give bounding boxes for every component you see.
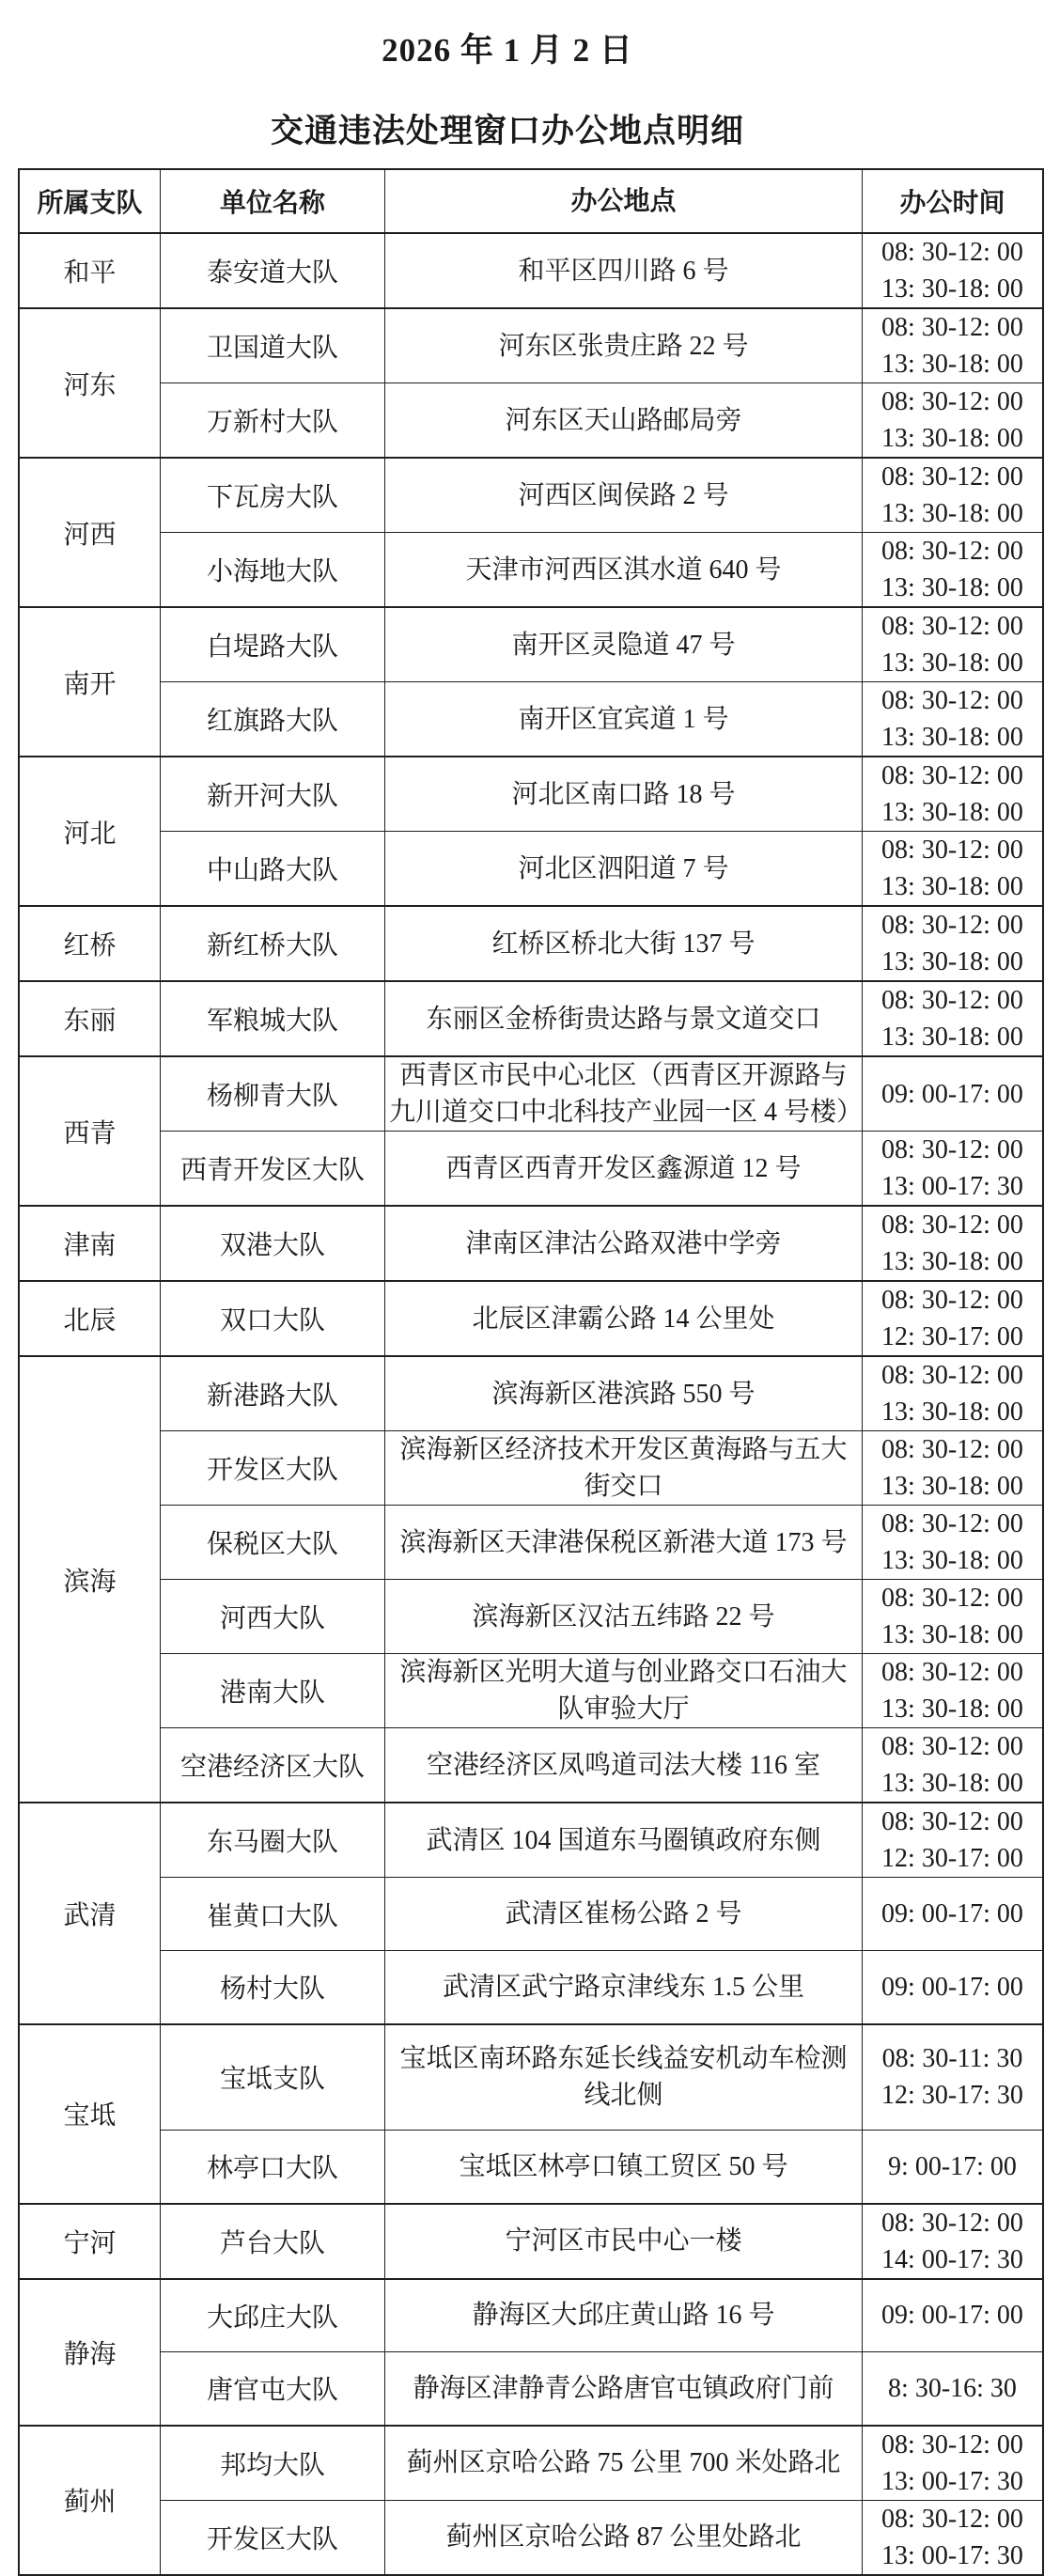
column-header-office-address: 办公地点: [385, 169, 863, 233]
table-row: [19, 2131, 1043, 2204]
table-row: [19, 458, 1043, 533]
table-row: [19, 981, 1043, 1056]
detachment-cell: 西青: [19, 1056, 161, 1206]
table-row: [19, 1206, 1043, 1281]
office-hours-cell: [863, 383, 1044, 459]
unit-name-cell: 西青开发区大队: [161, 1132, 385, 1207]
office-hours-cell: [863, 1356, 1044, 1431]
table-row: [19, 1580, 1043, 1654]
office-hours-cell: [863, 1654, 1044, 1728]
office-hours-line: 13: 30-18: 00: [881, 573, 1023, 602]
office-hours-line: 08: 30-12: 00: [881, 1286, 1023, 1315]
table-row: [19, 308, 1043, 383]
office-address-cell: 宝坻区林亭口镇工贸区 50 号: [385, 2131, 863, 2204]
unit-name-cell: 双港大队: [161, 1206, 385, 1281]
table-row: [19, 2279, 1043, 2352]
unit-name-cell: 开发区大队: [161, 2500, 385, 2575]
office-hours-line: 08: 30-12: 00: [881, 911, 1023, 940]
office-hours-line: 08: 30-12: 00: [881, 2504, 1023, 2534]
table-row: [19, 1728, 1043, 1803]
unit-name-cell: 大邱庄大队: [161, 2279, 385, 2352]
office-hours-cell: [863, 2279, 1044, 2352]
table-row: [19, 533, 1043, 608]
unit-name-cell: 邦均大队: [161, 2426, 385, 2501]
office-hours-line: 12: 30-17: 30: [881, 2081, 1023, 2111]
office-hours-line: 13: 00-17: 30: [881, 2540, 1023, 2570]
office-hours-line: 08: 30-12: 00: [881, 2429, 1023, 2459]
table-row: [19, 1431, 1043, 1506]
office-address-cell: 武清区武宁路京津线东 1.5 公里: [385, 1951, 863, 2024]
header-row: [19, 169, 1043, 233]
column-header-unit-name: 单位名称: [161, 169, 385, 233]
office-hours-line: 08: 30-12: 00: [881, 986, 1023, 1015]
office-address-cell: 天津市河西区淇水道 640 号: [385, 533, 863, 608]
office-hours-line: 13: 30-18: 00: [881, 1472, 1023, 1501]
office-hours-line: 08: 30-12: 00: [881, 1732, 1023, 1761]
office-hours-line: 13: 30-18: 00: [881, 350, 1023, 379]
unit-name-cell: 林亭口大队: [161, 2131, 385, 2204]
office-address-cell: 东丽区金桥街贵达路与景文道交口: [385, 981, 863, 1056]
office-hours-cell: [863, 1506, 1044, 1580]
office-hours-cell: [863, 906, 1044, 981]
office-hours-cell: [863, 2500, 1044, 2575]
office-hours-cell: [863, 308, 1044, 383]
detachment-cell: 武清: [19, 1803, 161, 2024]
office-hours-line: 08: 30-12: 00: [881, 1210, 1023, 1240]
office-hours-line: 08: 30-12: 00: [881, 537, 1023, 566]
table-row: [19, 682, 1043, 757]
office-address-cell: 北辰区津霸公路 14 公里处: [385, 1281, 863, 1356]
unit-name-cell: 保税区大队: [161, 1506, 385, 1580]
office-hours-cell: [863, 832, 1044, 907]
office-hours-cell: [863, 682, 1044, 757]
office-hours-cell: [863, 2024, 1044, 2131]
office-hours-line: 08: 30-12: 00: [881, 238, 1023, 267]
office-hours-cell: [863, 981, 1044, 1056]
office-address-cell: 西青区西青开发区鑫源道 12 号: [385, 1132, 863, 1207]
office-hours-line: 12: 30-17: 00: [881, 1322, 1023, 1351]
office-hours-line: 09: 00-17: 00: [881, 2301, 1023, 2331]
table-row: [19, 1132, 1043, 1207]
detachment-cell: 河西: [19, 458, 161, 607]
unit-name-cell: 白堤路大队: [161, 607, 385, 682]
office-hours-cell: [863, 2352, 1044, 2426]
office-hours-cell: [863, 458, 1044, 533]
office-address-cell: 武清区 104 国道东马圈镇政府东侧: [385, 1803, 863, 1878]
unit-name-cell: 泰安道大队: [161, 233, 385, 308]
unit-name-cell: 中山路大队: [161, 832, 385, 907]
office-address-cell: 武清区崔杨公路 2 号: [385, 1878, 863, 1951]
office-hours-line: 13: 00-17: 30: [881, 1172, 1023, 1201]
office-hours-cell: [863, 1878, 1044, 1951]
office-hours-cell: [863, 607, 1044, 682]
detachment-cell: 宁河: [19, 2204, 161, 2279]
office-address-cell: 南开区灵隐道 47 号: [385, 607, 863, 682]
office-hours-line: 08: 30-12: 00: [881, 1361, 1023, 1390]
office-hours-cell: [863, 233, 1044, 308]
unit-name-cell: 新开河大队: [161, 757, 385, 832]
detachment-cell: 北辰: [19, 1281, 161, 1356]
office-hours-cell: [863, 1132, 1044, 1207]
office-hours-line: 13: 30-18: 00: [881, 872, 1023, 901]
office-address-cell: 蓟州区京哈公路 87 公里处路北: [385, 2500, 863, 2575]
table-row: [19, 757, 1043, 832]
table-row: [19, 1056, 1043, 1132]
office-hours-line: 13: 30-18: 00: [881, 723, 1023, 752]
office-hours-cell: [863, 1580, 1044, 1654]
office-hours-line: 13: 30-18: 00: [881, 1694, 1023, 1724]
office-hours-line: 08: 30-11: 30: [881, 2044, 1023, 2074]
unit-name-cell: 崔黄口大队: [161, 1878, 385, 1951]
table-row: [19, 1878, 1043, 1951]
office-hours-line: 08: 30-12: 00: [881, 387, 1023, 416]
detachment-cell: 宝坻: [19, 2024, 161, 2204]
unit-name-cell: 红旗路大队: [161, 682, 385, 757]
office-hours-cell: [863, 757, 1044, 832]
office-hours-line: 08: 30-12: 00: [881, 761, 1023, 790]
office-address-cell: 河西区闽侯路 2 号: [385, 458, 863, 533]
office-hours-line: 13: 30-18: 00: [881, 1247, 1023, 1276]
office-hours-line: 13: 00-17: 30: [881, 2466, 1023, 2496]
office-hours-line: 08: 30-12: 00: [881, 1509, 1023, 1538]
document-date-title: 2026 年 1 月 2 日: [382, 32, 633, 69]
office-hours-line: 13: 30-18: 00: [881, 1397, 1023, 1427]
detachment-cell: 蓟州: [19, 2426, 161, 2575]
office-hours-line: 08: 30-12: 00: [881, 612, 1023, 641]
unit-name-cell: 杨村大队: [161, 1951, 385, 2024]
office-address-cell: 南开区宜宾道 1 号: [385, 682, 863, 757]
unit-name-cell: 下瓦房大队: [161, 458, 385, 533]
detachment-cell: 红桥: [19, 906, 161, 981]
office-hours-cell: [863, 1431, 1044, 1506]
unit-name-cell: 空港经济区大队: [161, 1728, 385, 1803]
office-address-cell: 西青区市民中心北区（西青区开源路与九川道交口中北科技产业园一区 4 号楼）: [385, 1056, 863, 1132]
table-row: [19, 2500, 1043, 2575]
office-address-cell: 红桥区桥北大街 137 号: [385, 906, 863, 981]
unit-name-cell: 芦台大队: [161, 2204, 385, 2279]
document-subtitle: 交通违法处理窗口办公地点明细: [270, 113, 744, 149]
detachment-cell: 东丽: [19, 981, 161, 1056]
office-address-cell: 滨海新区天津港保税区新港大道 173 号: [385, 1506, 863, 1580]
office-address-cell: 河北区南口路 18 号: [385, 757, 863, 832]
office-address-cell: 静海区大邱庄黄山路 16 号: [385, 2279, 863, 2352]
office-hours-line: 13: 30-18: 00: [881, 1769, 1023, 1798]
office-hours-line: 13: 30-18: 00: [881, 1546, 1023, 1575]
office-hours-line: 13: 30-18: 00: [881, 1023, 1023, 1052]
office-address-cell: 和平区四川路 6 号: [385, 233, 863, 308]
office-hours-line: 08: 30-12: 00: [881, 1584, 1023, 1613]
office-address-cell: 滨海新区汉沽五纬路 22 号: [385, 1580, 863, 1654]
office-hours-line: 09: 00-17: 00: [881, 1079, 1023, 1109]
office-hours-cell: [863, 1056, 1044, 1132]
table-row: [19, 1506, 1043, 1580]
office-hours-line: 08: 30-12: 00: [881, 1435, 1023, 1464]
office-hours-line: 13: 30-18: 00: [881, 947, 1023, 976]
office-address-cell: 滨海新区港滨路 550 号: [385, 1356, 863, 1431]
office-hours-line: 13: 30-18: 00: [881, 798, 1023, 827]
office-hours-cell: [863, 1951, 1044, 2024]
office-hours-line: 13: 30-18: 00: [881, 424, 1023, 453]
unit-name-cell: 唐官屯大队: [161, 2352, 385, 2426]
detachment-cell: 河东: [19, 308, 161, 458]
office-hours-line: 09: 00-17: 00: [881, 1899, 1023, 1928]
unit-name-cell: 双口大队: [161, 1281, 385, 1356]
table-row: [19, 1803, 1043, 1878]
office-hours-line: 08: 30-12: 00: [881, 1807, 1023, 1836]
table-row: [19, 2426, 1043, 2501]
office-address-cell: 河东区张贵庄路 22 号: [385, 308, 863, 383]
unit-name-cell: 小海地大队: [161, 533, 385, 608]
office-address-cell: 河北区泗阳道 7 号: [385, 832, 863, 907]
table-row: [19, 2352, 1043, 2426]
detachment-cell: 南开: [19, 607, 161, 757]
table-row: [19, 233, 1043, 308]
detachment-cell: 和平: [19, 233, 161, 308]
table-row: [19, 1654, 1043, 1728]
unit-name-cell: 新港路大队: [161, 1356, 385, 1431]
unit-name-cell: 东马圈大队: [161, 1803, 385, 1878]
office-hours-line: 12: 30-17: 00: [881, 1844, 1023, 1873]
unit-name-cell: 新红桥大队: [161, 906, 385, 981]
office-hours-line: 08: 30-12: 00: [881, 2208, 1023, 2238]
column-header-detachment: 所属支队: [19, 169, 161, 233]
table-row: [19, 2204, 1043, 2279]
office-hours-cell: [863, 1281, 1044, 1356]
office-address-cell: 静海区津静青公路唐官屯镇政府门前: [385, 2352, 863, 2426]
unit-name-cell: 万新村大队: [161, 383, 385, 459]
office-hours-line: 8: 30-16: 30: [888, 2373, 1017, 2403]
office-hours-cell: [863, 1728, 1044, 1803]
table-row: [19, 607, 1043, 682]
office-hours-line: 09: 00-17: 00: [881, 1972, 1023, 2002]
office-hours-cell: [863, 1803, 1044, 1878]
detachment-cell: 河北: [19, 757, 161, 906]
table-row: [19, 383, 1043, 459]
table-row: [19, 1281, 1043, 1356]
office-hours-line: 08: 30-12: 00: [881, 462, 1023, 492]
office-address-cell: 宁河区市民中心一楼: [385, 2204, 863, 2279]
office-address-cell: 宝坻区南环路东延长线益安机动车检测线北侧: [385, 2024, 863, 2131]
office-hours-cell: [863, 533, 1044, 608]
unit-name-cell: 卫国道大队: [161, 308, 385, 383]
table-row: [19, 832, 1043, 907]
office-hours-line: 08: 30-12: 00: [881, 686, 1023, 715]
unit-name-cell: 军粮城大队: [161, 981, 385, 1056]
office-hours-cell: [863, 2426, 1044, 2501]
unit-name-cell: 杨柳青大队: [161, 1056, 385, 1132]
unit-name-cell: 开发区大队: [161, 1431, 385, 1506]
office-hours-line: 08: 30-12: 00: [881, 835, 1023, 865]
document-page: [0, 24, 1023, 2570]
office-hours-cell: [863, 2131, 1044, 2204]
table-row: [19, 2024, 1043, 2131]
office-hours-line: 13: 30-18: 00: [881, 274, 1023, 304]
office-hours-line: 08: 30-12: 00: [881, 1135, 1023, 1164]
office-locations-table: [18, 168, 1044, 2576]
office-hours-cell: [863, 1206, 1044, 1281]
detachment-cell: 津南: [19, 1206, 161, 1281]
detachment-cell: 静海: [19, 2279, 161, 2426]
office-address-cell: 津南区津沽公路双港中学旁: [385, 1206, 863, 1281]
office-hours-cell: [863, 2204, 1044, 2279]
column-header-office-hours: 办公时间: [863, 169, 1044, 233]
office-hours-line: 08: 30-12: 00: [881, 313, 1023, 342]
office-address-cell: 滨海新区经济技术开发区黄海路与五大街交口: [385, 1431, 863, 1506]
office-address-cell: 滨海新区光明大道与创业路交口石油大队审验大厅: [385, 1654, 863, 1728]
office-hours-line: 13: 30-18: 00: [881, 648, 1023, 678]
table-row: [19, 1951, 1043, 2024]
unit-name-cell: 宝坻支队: [161, 2024, 385, 2131]
office-hours-line: 13: 30-18: 00: [881, 1620, 1023, 1649]
table-row: [19, 906, 1043, 981]
table-row: [19, 1356, 1043, 1431]
office-address-cell: 蓟州区京哈公路 75 公里 700 米处路北: [385, 2426, 863, 2501]
office-hours-line: 08: 30-12: 00: [881, 1658, 1023, 1687]
office-hours-line: 13: 30-18: 00: [881, 499, 1023, 528]
detachment-cell: 滨海: [19, 1356, 161, 1803]
unit-name-cell: 河西大队: [161, 1580, 385, 1654]
office-address-cell: 河东区天山路邮局旁: [385, 383, 863, 459]
office-hours-line: 14: 00-17: 30: [881, 2244, 1023, 2274]
office-address-cell: 空港经济区凤鸣道司法大楼 116 室: [385, 1728, 863, 1803]
unit-name-cell: 港南大队: [161, 1654, 385, 1728]
office-hours-line: 9: 00-17: 00: [888, 2151, 1017, 2181]
